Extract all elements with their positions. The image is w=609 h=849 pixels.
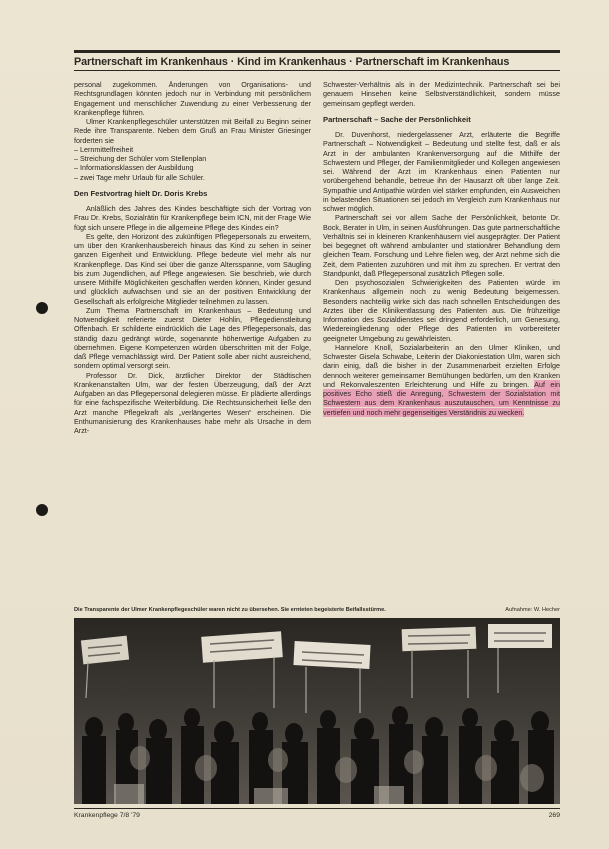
photo-caption-row: [74, 607, 560, 613]
highlighted-text: Auf ein positives Echo stieß die Anregung, Schwestern der Sozialstation mit Schwestern aus dem Krankenhaus auszutauschen, um Kenntnisse zu vertiefen und noch mehr gegenseitiges Verständnis zu wecken.: [323, 379, 560, 417]
list-item: – Informationsklassen der Ausbildung: [74, 163, 311, 172]
paragraph: Zum Thema Partnerschaft im Krankenhaus – Bedeutung und Notwendigkeit referierte zuerst Dieter Hohlin, Pflegedienstleitung Offenbach. Er schilderte eindrücklich die Lage des Pflegepersonals, das ständig dazu gedrängt würde, sogenannte höherwertige Aufgaben zu übernehmen. Eigene Kompetenzen würden überschritten mit der Folge, daß Pflege vernachlässigt wird. Der Patient solle aber nicht ausreichend, sondern optimal versorgt sein.: [74, 305, 311, 371]
photo-credit: Aufnahme: W. Hecher: [505, 607, 560, 613]
demand-list: [74, 145, 311, 182]
list-item: – Streichung der Schüler vom Stellenplan: [74, 154, 311, 163]
paragraph: Partnerschaft sei vor allem Sache der Persönlichkeit, betonte Dr. Bock, Berater in Ulm, in seinen Ausführungen. Das gute partnerschaftliche Verhältnis sei in kleineren Krankenhäusern viel ausgeprägter. Der Patient bei begegnet oft während ambulanter und stationärer Behandlung dem gleichen Team. Forschung und Lehre fielen weg, der Arzt nehme sich die Zeit, dem Patienten zuzuhören und mit ihm zu sprechen. Er vertrat den Standpunkt, daß Pflegepersonal zusätzlich Pflegen solle.: [323, 213, 560, 278]
paragraph: Es gelte, den Horizont des zukünftigen Pflegepersonals zu erweitern, um über den Krankenhausbereich hinaus das Kind zu sehen in seiner ganzen Eigenheit und Entwicklung. Pflege bedeute viel mehr als nur Krankenpflege. Das Kind sei über die ganze Altersspanne, vom Säugling bis zum Jugendlichen, auf Pflege angewiesen. Sie beschrieb, wie durch unsere Mithilfe Möglichkeiten geschaffen werden können, Kinder gesund und glücklich aufwachsen und sie an der positiven Entwicklung der Gesellschaft als erfolgreiche Mitglieder teilnehmen zu lassen.: [74, 231, 311, 306]
event-photo: [74, 618, 560, 804]
right-column: [323, 80, 560, 600]
crowd-photo-illustration: [74, 618, 560, 804]
punch-hole: [36, 504, 48, 516]
page-footer: [74, 808, 560, 819]
list-item: – Lernmittelfreiheit: [74, 145, 311, 154]
paragraph: Professor Dr. Dick, ärztlicher Direktor der Städtischen Krankenanstalten Ulm, war der festen Überzeugung, daß der Arzt Aufgaben an das Pflegepersonal delegieren müsse. Er plädierte allerdings für eine fachspezifische Weiterbildung. Die Rechtsunsicherheit ließe den Arzt manche Pflegekraft als „verlängertes Wesen“ erscheinen. Die Enthumanisierung des Krankenhauses habe mehr als Ursache in dem Arzt-: [74, 370, 311, 435]
photo-caption: Die Transparente der Ulmer Krankenpflegeschüler waren nicht zu übersehen. Sie ernteten begeisterte Beifallsstürme.: [74, 607, 386, 613]
running-header: Partnerschaft im Krankenhaus · Kind im Krankenhaus · Partnerschaft im Krankenhaus: [74, 50, 560, 71]
left-column: [74, 80, 311, 600]
paragraph: [323, 343, 560, 417]
paragraph: Ulmer Krankenpflegeschüler unterstützen mit Beifall zu Beginn seiner Rede ihre Transparente. Neben dem Gruß an Frau Minister Griesinger forderten sie: [74, 117, 311, 145]
paragraph: Anläßlich des Jahres des Kindes beschäftigte sich der Vortrag von Frau Dr. Krebs, Sozialrätin für Krankenpflege beim ICN, mit der Frage Wie fügt sich unsere Pflege in die allgemeine Pflege des Kindes ein?: [74, 204, 311, 232]
punch-hole: [36, 302, 48, 314]
list-item: – zwei Tage mehr Urlaub für alle Schüler.: [74, 173, 311, 182]
paragraph: Den psychosozialen Schwierigkeiten des Patienten würde im Krankenhaus allgemein noch zu wenig Bedeutung beigemessen. Besonders nachteilig wirke sich das nach schnellen Entscheidungen des Arztes über die Klinikentlassung des Patienten aus. Die frühzeitige Information des Sozialdienstes sei dringend erforderlich, um Genesung, Wiedereingliederung oder Pflege des Patienten im vorbereiteter geeigneter Umgebung zu gewährleisten.: [323, 278, 560, 343]
section-heading: Den Festvortrag hielt Dr. Doris Krebs: [74, 188, 208, 198]
paragraph: Dr. Duvenhorst, niedergelassener Arzt, erläuterte die Begriffe Partnerschaft – Notwendigkeit – Bedeutung und stellte fest, daß er als Arzt in der ambulanten Krankenversorgung auf die Mithilfe der Schwestern und Pfleger, der Familienmitglieder und Kollegen angewiesen sei. Während der Arzt im Krankenhaus einen Patienten nur vorübergehend behandle, betreue ihn der Hausarzt oft über lange Zeit. Sympathie und Antipathie würden viel stärker empfunden, ein Ausweichen in belastenden Situationen sei jedoch im Vergleich zum Krankenhaus nur schwer möglich.: [323, 130, 560, 213]
paragraph: Schwester-Verhältnis als in der Medizintechnik. Partnerschaft sei bei genauem Hinsehen keine Selbstverständlichkeit, sondern müsse gemeinsam gepflegt werden.: [323, 80, 560, 108]
paragraph: personal zugekommen. Änderungen von Organisations- und Rechtsgrundlagen könnten jedoch nur in Verbindung mit persönlichem Engagement und menschlicher Zuwendung zu einer Verbesserung der Krankenpflege führen.: [74, 80, 311, 117]
section-heading: Partnerschaft – Sache der Persönlichkeit: [323, 114, 471, 124]
page-number: 269: [548, 812, 560, 819]
journal-reference: Krankenpflege 7/8 '79: [74, 812, 140, 819]
paragraph-text: Hannelore Knoll, Sozialarbeiterin an den Ulmer Kliniken, und Schwester Gisela Schwabe, Leiterin der Diakoniestation Ulm, waren sich darin einig, daß die bisher in der Zusammenarbeit erzielten Erfolge dennoch weiterer gemeinsamer Bemühungen bedürfen, um den Kranken und Rekonvaleszenten Erleichterung und Hilfe zu bringen.: [323, 342, 560, 389]
